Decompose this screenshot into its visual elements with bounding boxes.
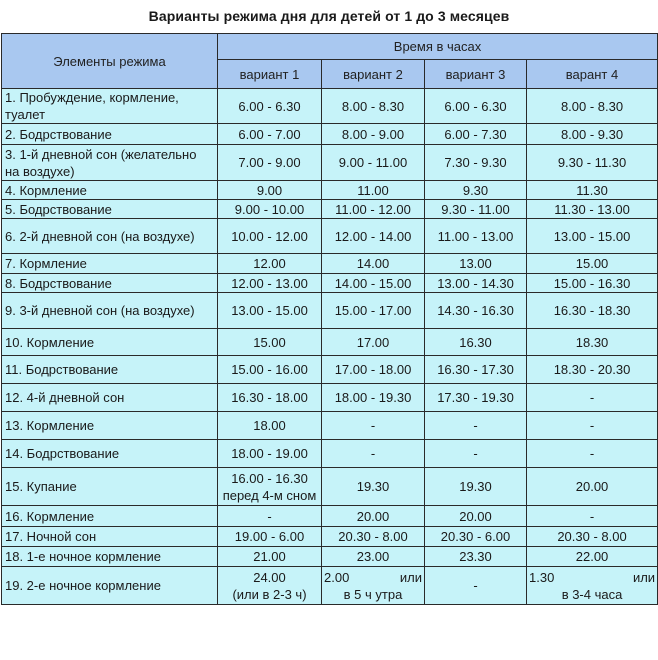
cell-line: 16.00 - 16.30 — [231, 470, 308, 486]
row-value: 8.00 - 9.30 — [527, 124, 658, 145]
table-row — [2, 219, 658, 254]
row-value: 7.30 - 9.30 — [425, 145, 527, 181]
cell-line: перед 4-м сном — [222, 487, 317, 503]
row-value: 13.00 - 15.00 — [218, 293, 322, 329]
row-element: 13. Кормление — [2, 412, 218, 440]
row-value: 17.00 - 18.00 — [322, 356, 425, 384]
row-value: 19.30 — [322, 468, 425, 506]
schedule-table — [1, 33, 658, 605]
row-element: 19. 2-е ночное кормление — [2, 567, 218, 605]
cell-part: 1.30 — [529, 569, 555, 585]
row-element: 12. 4-й дневной сон — [2, 384, 218, 412]
row-value: 13.00 - 14.30 — [425, 274, 527, 293]
row-value: 23.00 — [322, 547, 425, 567]
table-row — [2, 124, 658, 145]
cell-line: 24.00 — [253, 569, 286, 585]
row-value: 15.00 - 16.30 — [527, 274, 658, 293]
table-row — [2, 527, 658, 547]
row-value: 18.30 - 20.30 — [527, 356, 658, 384]
row-value: 23.30 — [425, 547, 527, 567]
row-element: 7. Кормление — [2, 254, 218, 274]
row-value — [218, 567, 322, 605]
header-variant-1: вариант 1 — [218, 60, 322, 89]
row-value: 13.00 - 15.00 — [527, 219, 658, 254]
header-variant-3: вариант 3 — [425, 60, 527, 89]
row-element: 14. Бодрствование — [2, 440, 218, 468]
cell-line: (или в 2-3 ч) — [232, 586, 307, 602]
row-value: - — [425, 567, 527, 605]
row-value — [322, 567, 425, 605]
row-value: 7.00 - 9.00 — [218, 145, 322, 181]
row-value: 8.00 - 8.30 — [322, 89, 425, 124]
row-value: 9.30 - 11.30 — [527, 145, 658, 181]
row-value: 16.30 - 18.00 — [218, 384, 322, 412]
row-element: 18. 1-е ночное кормление — [2, 547, 218, 567]
row-value: - — [527, 384, 658, 412]
row-value: 20.30 - 8.00 — [527, 527, 658, 547]
row-element: 2. Бодрствование — [2, 124, 218, 145]
row-value: 18.00 - 19.00 — [218, 440, 322, 468]
row-element: 11. Бодрствование — [2, 356, 218, 384]
row-value: 11.30 - 13.00 — [527, 200, 658, 219]
row-value: 19.00 - 6.00 — [218, 527, 322, 547]
row-value: 8.00 - 9.00 — [322, 124, 425, 145]
row-value: 6.00 - 7.30 — [425, 124, 527, 145]
cell-line — [529, 569, 655, 586]
cell-line: в 3-4 часа — [561, 586, 623, 602]
row-value: 21.00 — [218, 547, 322, 567]
row-value — [218, 468, 322, 506]
page-title: Варианты режима дня для детей от 1 до 3 месяцев — [148, 8, 510, 24]
row-value: 11.30 — [527, 181, 658, 200]
row-value: 14.00 — [322, 254, 425, 274]
row-value: 17.00 — [322, 329, 425, 356]
row-value: 11.00 - 13.00 — [425, 219, 527, 254]
row-element: 4. Кормление — [2, 181, 218, 200]
row-value: - — [527, 412, 658, 440]
row-value: 12.00 - 14.00 — [322, 219, 425, 254]
cell-part: 2.00 — [324, 569, 350, 585]
table-row — [2, 200, 658, 219]
table-row — [2, 384, 658, 412]
row-value: 6.00 - 7.00 — [218, 124, 322, 145]
row-value: 20.00 — [425, 506, 527, 527]
row-value: 16.30 - 17.30 — [425, 356, 527, 384]
table-row — [2, 440, 658, 468]
table-row — [2, 468, 658, 506]
row-value: 15.00 - 16.00 — [218, 356, 322, 384]
row-value: 6.00 - 6.30 — [425, 89, 527, 124]
row-value: 18.00 - 19.30 — [322, 384, 425, 412]
header-variant-2: вариант 2 — [322, 60, 425, 89]
row-value: 16.30 — [425, 329, 527, 356]
table-row — [2, 89, 658, 124]
row-value: - — [322, 412, 425, 440]
row-value: 9.00 - 10.00 — [218, 200, 322, 219]
row-value: 16.30 - 18.30 — [527, 293, 658, 329]
row-value: 20.00 — [322, 506, 425, 527]
row-element: 6. 2-й дневной сон (на воздухе) — [2, 219, 218, 254]
row-value: 9.00 — [218, 181, 322, 200]
row-value: 12.00 — [218, 254, 322, 274]
table-row — [2, 274, 658, 293]
header-variant-4: варант 4 — [527, 60, 658, 89]
table-row — [2, 181, 658, 200]
row-value: 9.00 - 11.00 — [322, 145, 425, 181]
cell-line — [324, 569, 422, 586]
row-value: 9.30 — [425, 181, 527, 200]
row-value: 19.30 — [425, 468, 527, 506]
row-value: 20.00 — [527, 468, 658, 506]
row-value: - — [425, 412, 527, 440]
row-value: 20.30 - 8.00 — [322, 527, 425, 547]
table-row — [2, 293, 658, 329]
row-value: 18.00 — [218, 412, 322, 440]
row-element: 15. Купание — [2, 468, 218, 506]
header-elements: Элементы режима — [2, 34, 218, 89]
row-value: 14.30 - 16.30 — [425, 293, 527, 329]
row-value: 17.30 - 19.30 — [425, 384, 527, 412]
table-row — [2, 356, 658, 384]
row-value: 12.00 - 13.00 — [218, 274, 322, 293]
row-value: 8.00 - 8.30 — [527, 89, 658, 124]
table-row — [2, 412, 658, 440]
row-value: 6.00 - 6.30 — [218, 89, 322, 124]
row-value: 22.00 — [527, 547, 658, 567]
cell-line: в 5 ч утра — [343, 586, 403, 602]
row-element: 10. Кормление — [2, 329, 218, 356]
row-element: 9. 3-й дневной сон (на воздухе) — [2, 293, 218, 329]
row-element: 8. Бодрствование — [2, 274, 218, 293]
row-element: 16. Кормление — [2, 506, 218, 527]
header-time: Время в часах — [218, 34, 658, 60]
row-value: 18.30 — [527, 329, 658, 356]
row-value: 15.00 — [527, 254, 658, 274]
row-value: 15.00 — [218, 329, 322, 356]
table-row — [2, 567, 658, 605]
row-element: 1. Пробуждение, кормление, туалет — [2, 89, 218, 124]
row-element: 5. Бодрствование — [2, 200, 218, 219]
row-value: 9.30 - 11.00 — [425, 200, 527, 219]
table-row — [2, 254, 658, 274]
row-value — [527, 567, 658, 605]
table-row — [2, 506, 658, 527]
row-value: - — [218, 506, 322, 527]
row-value: 10.00 - 12.00 — [218, 219, 322, 254]
table-row — [2, 329, 658, 356]
row-element: 17. Ночной сон — [2, 527, 218, 547]
row-value: - — [527, 506, 658, 527]
cell-part: или — [632, 569, 656, 585]
row-value: 20.30 - 6.00 — [425, 527, 527, 547]
row-value: 11.00 - 12.00 — [322, 200, 425, 219]
table-row — [2, 547, 658, 567]
row-value: 15.00 - 17.00 — [322, 293, 425, 329]
row-value: - — [527, 440, 658, 468]
row-element: 3. 1-й дневной сон (желательно на воздухе) — [2, 145, 218, 181]
row-value: - — [322, 440, 425, 468]
row-value: - — [425, 440, 527, 468]
table-row — [2, 145, 658, 181]
row-value: 11.00 — [322, 181, 425, 200]
row-value: 13.00 — [425, 254, 527, 274]
cell-part: или — [399, 569, 422, 585]
row-value: 14.00 - 15.00 — [322, 274, 425, 293]
